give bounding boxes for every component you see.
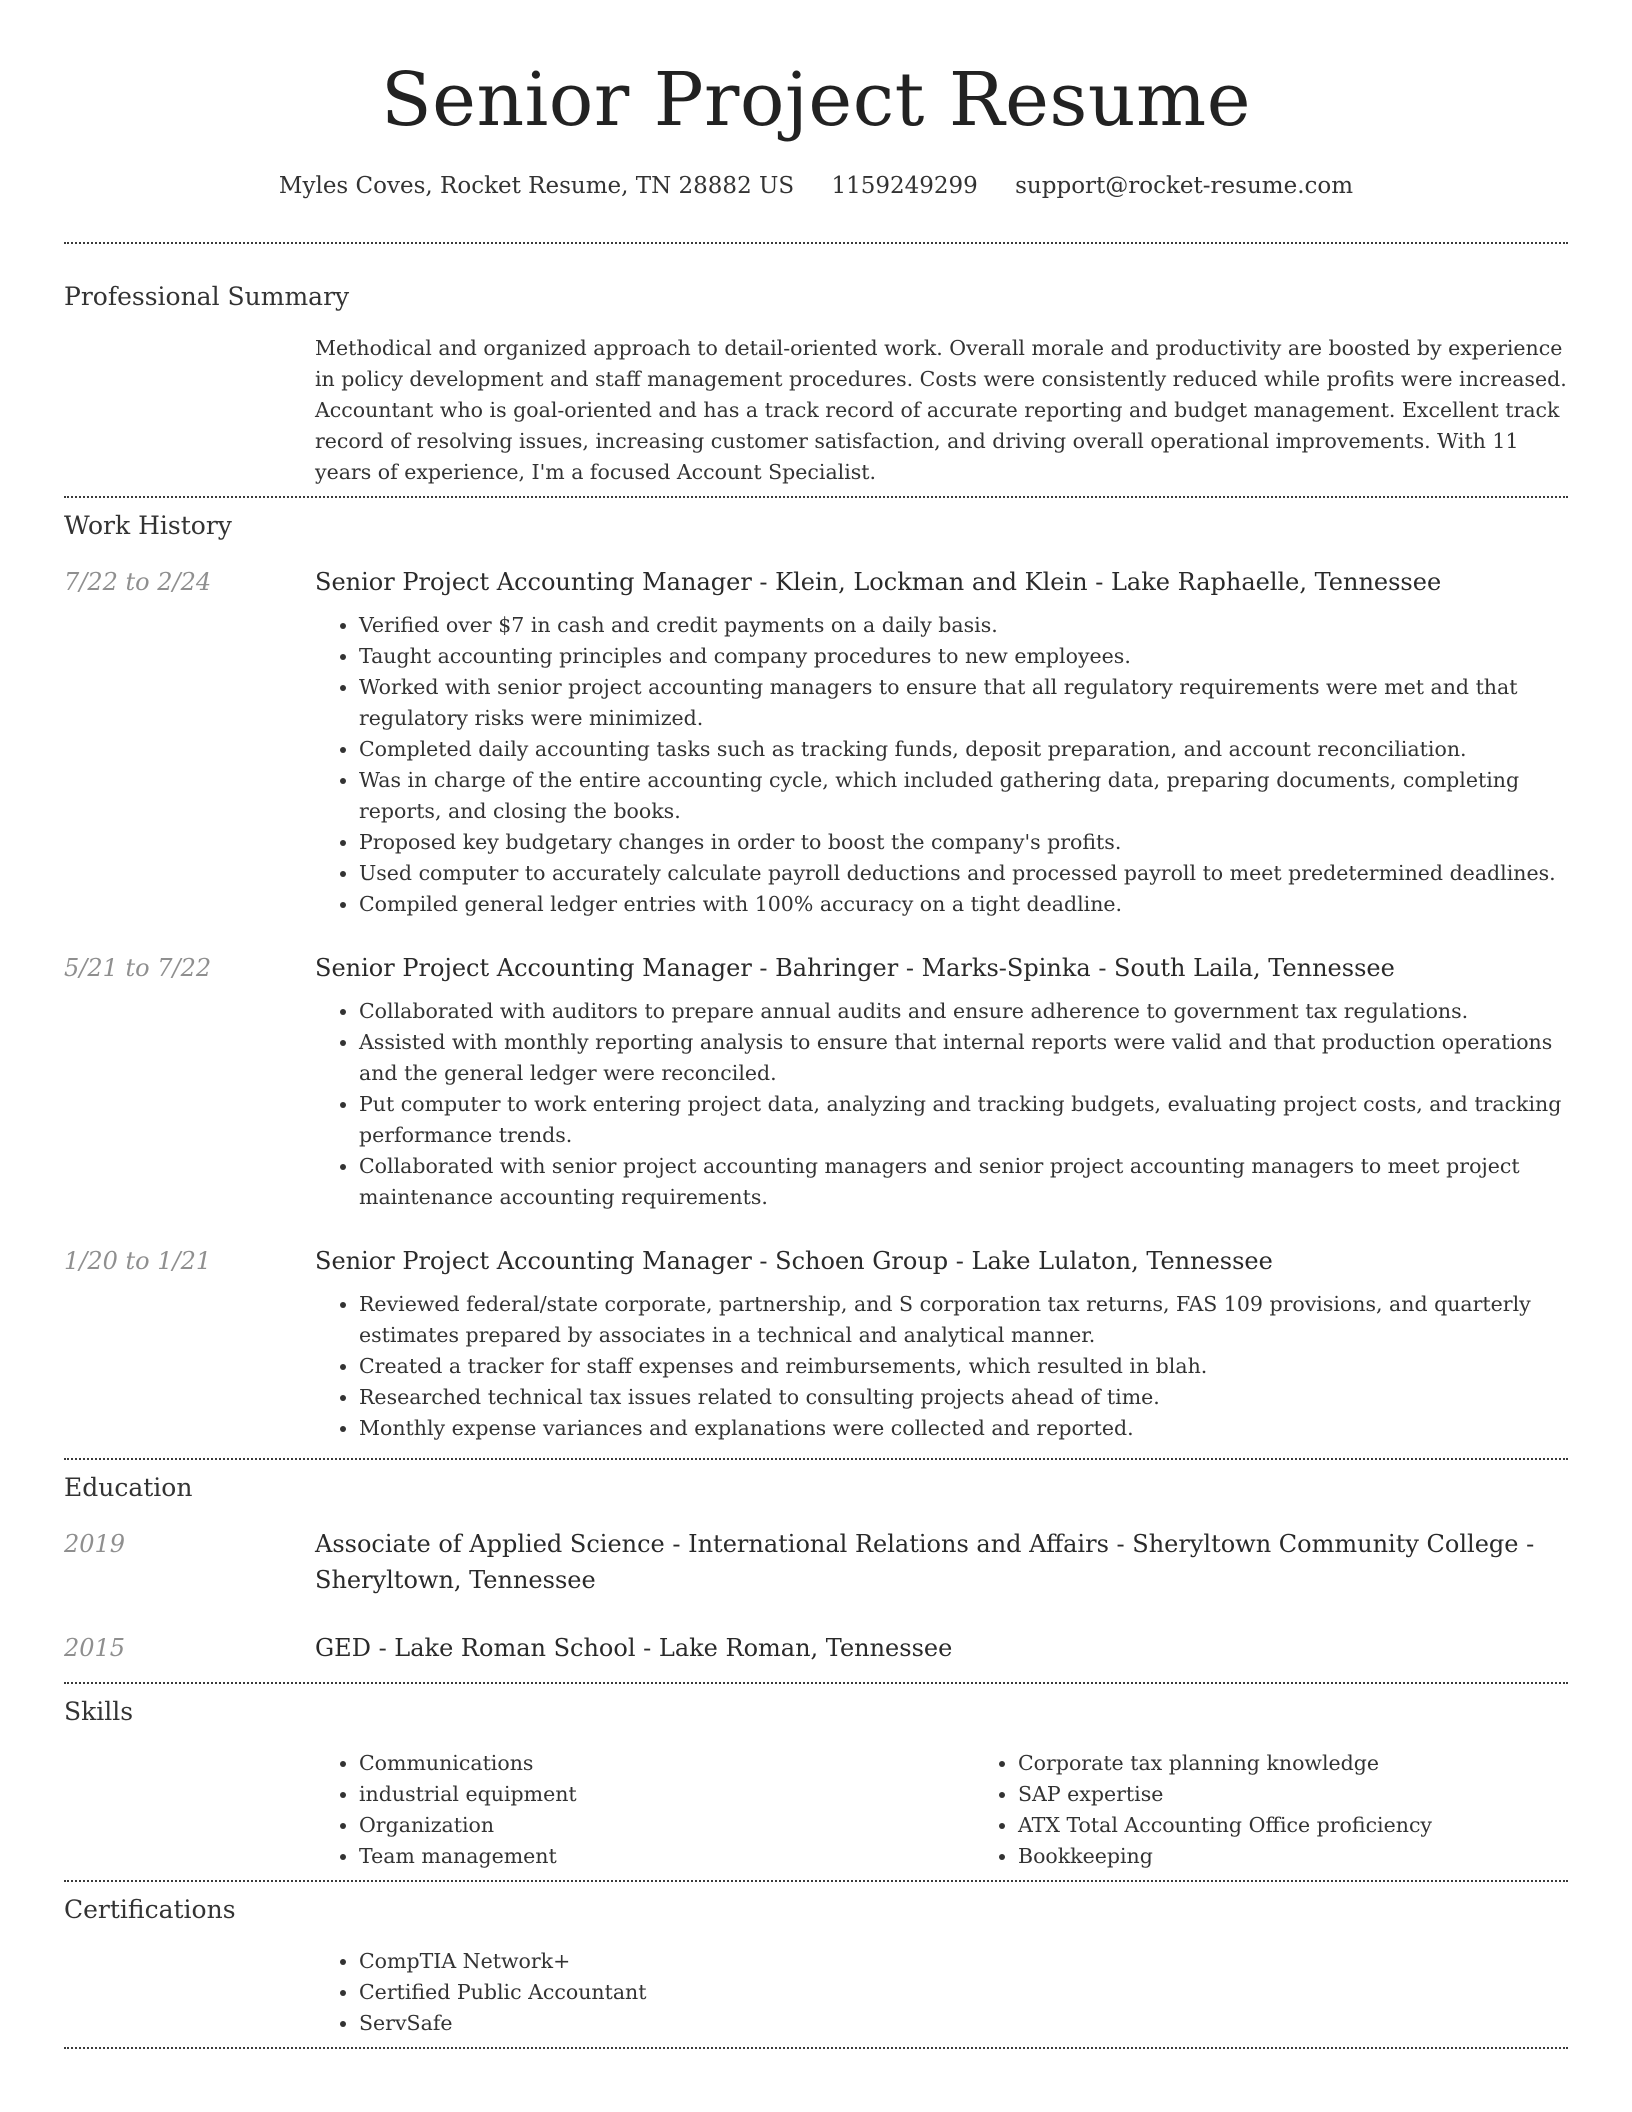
job-bullet: • Used computer to accurately calculate payroll deductions and processed payroll to meet predetermined deadlines.: [359, 858, 1568, 889]
job-bullet: • Monthly expense variances and explanations were collected and reported.: [359, 1413, 1568, 1444]
skills-heading: Skills: [64, 1697, 134, 1726]
job-bullet: • Created a tracker for staff expenses and reimbursements, which resulted in blah.: [359, 1351, 1568, 1382]
certifications-list: [315, 1946, 1568, 2039]
job-bullet: • Completed daily accounting tasks such as tracking funds, deposit preparation, and account reconciliation.: [359, 734, 1568, 765]
skill-item: • ATX Total Accounting Office proficiency: [1018, 1810, 1432, 1841]
contact-email: support@rocket-resume.com: [1015, 173, 1354, 199]
skill-item: • SAP expertise: [1018, 1779, 1432, 1810]
job-entry: [64, 564, 1568, 920]
section-divider: [64, 242, 1568, 244]
certifications-spacer: [64, 1946, 315, 2039]
skills-list-left: [315, 1748, 974, 1872]
education-entry: [64, 1630, 1568, 1666]
job-bullet: • Was in charge of the entire accounting cycle, which included gathering data, preparing documents, completing reports, and closing the books.: [359, 765, 1568, 827]
education-section: [64, 1472, 1568, 1666]
skills-list-right: [974, 1748, 1432, 1872]
section-divider: [64, 1880, 1568, 1882]
section-divider: [64, 496, 1568, 498]
job-bullet: • Taught accounting principles and company procedures to new employees.: [359, 641, 1568, 672]
education-text: Associate of Applied Science - International Relations and Affairs - Sheryltown Community College - Sheryltown, Tennessee: [315, 1530, 1535, 1594]
skill-item: • Bookkeeping: [1018, 1841, 1432, 1872]
certifications-heading: Certifications: [64, 1895, 236, 1924]
certification-item: • Certified Public Accountant: [359, 1977, 1568, 2008]
education-heading: Education: [64, 1473, 193, 1502]
certifications-row: [64, 1946, 1568, 2039]
skill-item: • industrial equipment: [359, 1779, 974, 1810]
job-dates: 5/21 to 7/22: [64, 954, 212, 982]
section-divider: [64, 1458, 1568, 1460]
job-bullet: • Researched technical tax issues related to consulting projects ahead of time.: [359, 1382, 1568, 1413]
skill-item: • Team management: [359, 1841, 974, 1872]
job-bullets: [315, 610, 1568, 920]
job-dates: 7/22 to 2/24: [64, 568, 212, 596]
contact-address: Myles Coves, Rocket Resume, TN 28882 US: [278, 173, 795, 199]
certification-item: • ServSafe: [359, 2008, 1568, 2039]
job-bullet: • Verified over $7 in cash and credit payments on a daily basis.: [359, 610, 1568, 641]
job-heading: Senior Project Accounting Manager - Schoen Group - Lake Lulaton, Tennessee: [315, 1247, 1273, 1275]
contact-line: [64, 170, 1568, 202]
resume-title: Senior Project Resume: [380, 57, 1252, 143]
summary-row: [64, 333, 1568, 488]
job-bullet: • Assisted with monthly reporting analysis to ensure that internal reports were valid and that production operations and the general ledger were reconciled.: [359, 1027, 1568, 1089]
skill-item: • Corporate tax planning knowledge: [1018, 1748, 1432, 1779]
summary-text: Methodical and organized approach to detail-oriented work. Overall morale and productivity are boosted by experience in policy development and staff management procedures. Costs were consistently reduced while profits were increased. Accountant who is goal-oriented and has a track record of accurate reporting and budget management. Excellent track record of resolving issues, increasing customer satisfaction, and driving overall operational improvements. With 11 years of experience, I'm a focused Account Specialist.: [315, 336, 1567, 484]
job-bullet: • Reviewed federal/state corporate, partnership, and S corporation tax returns, FAS 109 provisions, and quarterly estimates prepared by associates in a technical and analytical manner.: [359, 1289, 1568, 1351]
skills-section: [64, 1696, 1568, 1872]
work-history-section: [64, 510, 1568, 1444]
summary-section: [64, 281, 1568, 488]
job-bullet: • Collaborated with senior project accounting managers and senior project accounting managers to meet project maintenance accounting requirements.: [359, 1151, 1568, 1213]
education-year: 2019: [64, 1530, 126, 1558]
job-bullet: • Worked with senior project accounting managers to ensure that all regulatory requirements were met and that regulatory risks were minimized.: [359, 672, 1568, 734]
certification-item: • CompTIA Network+: [359, 1946, 1568, 1977]
skills-spacer: [64, 1748, 315, 1872]
job-entry: [64, 1243, 1568, 1444]
skill-item: • Communications: [359, 1748, 974, 1779]
education-text: GED - Lake Roman School - Lake Roman, Tennessee: [315, 1634, 953, 1662]
summary-heading: Professional Summary: [64, 282, 350, 311]
job-heading: Senior Project Accounting Manager - Bahringer - Marks-Spinka - South Laila, Tennessee: [315, 954, 1395, 982]
certifications-section: [64, 1894, 1568, 2039]
summary-spacer: [64, 333, 315, 488]
skills-row: [64, 1748, 1568, 1872]
job-bullets: [315, 996, 1568, 1213]
job-heading: Senior Project Accounting Manager - Klein, Lockman and Klein - Lake Raphaelle, Tennessee: [315, 568, 1442, 596]
work-history-heading: Work History: [64, 511, 232, 540]
skill-item: • Organization: [359, 1810, 974, 1841]
job-bullet: • Proposed key budgetary changes in order to boost the company's profits.: [359, 827, 1568, 858]
education-entry: [64, 1526, 1568, 1598]
section-divider: [64, 2047, 1568, 2049]
resume-page: [64, 0, 1568, 2049]
job-dates: 1/20 to 1/21: [64, 1247, 212, 1275]
education-year: 2015: [64, 1634, 126, 1662]
job-bullets: [315, 1289, 1568, 1444]
job-bullet: • Compiled general ledger entries with 100% accuracy on a tight deadline.: [359, 889, 1568, 920]
job-entry: [64, 950, 1568, 1213]
contact-phone: 1159249299: [831, 173, 978, 199]
job-bullet: • Put computer to work entering project data, analyzing and tracking budgets, evaluating project costs, and tracking performance trends.: [359, 1089, 1568, 1151]
section-divider: [64, 1682, 1568, 1684]
job-bullet: • Collaborated with auditors to prepare annual audits and ensure adherence to government tax regulations.: [359, 996, 1568, 1027]
